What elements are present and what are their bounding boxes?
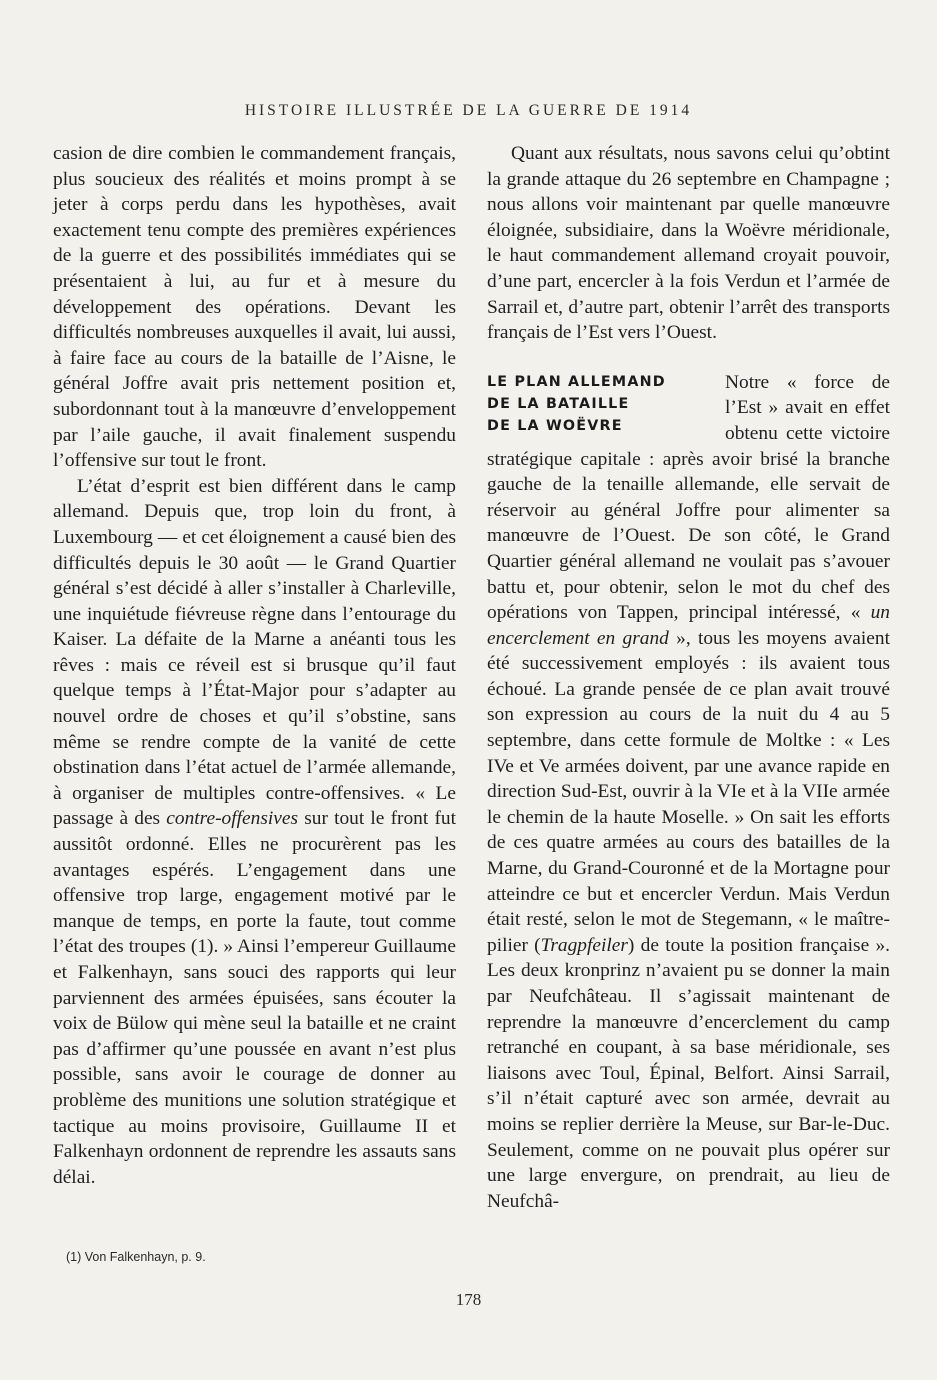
left-paragraph-2	[53, 474, 456, 1191]
section-heading-line-3: DE LA WOËVRE	[487, 417, 623, 434]
left-paragraph-1: casion de dire combien le commandement français, plus soucieux des réalités et moins prompt à se jeter à corps perdu dans les hypothèses, avait exactement tenu compte des premières expériences de la guerre et des possibilités immédiates qui se présentaient à lui, au fur et à mesure du développement des opérations. Devant les difficultés nombreuses auxquelles il avait, lui aussi, à faire face au cours de la bataille de l’Aisne, le général Joffre avait pris nettement position et, subordonnant tout à la manœuvre d’enveloppement par l’aile gauche, il avait finalement suspendu l’offensive sur tout le front.	[53, 143, 456, 472]
left-paragraph-2-text-b: sur tout le front fut aussitôt ordonné. Elles ne procurèrent pas les avantages espérés. L’engagement dans une offensive trop large, engagement motivé par le manque de temps, en porte la faute, tout comme l’état des troupes (1). » Ainsi l’empereur Guillaume et Falkenhayn, sans souci des rapports qui leur parviennent des armées épuisées, sans écouter la voix de Bülow qui mène seul la bataille et ne craint pas d’affirmer qu’une poussée en avant n’est plus possible, sans avoir le courage de donner au problème des munitions une solution stratégique et tactique au moins provisoire, Guillaume II et Falkenhayn ordonnent de reprendre les assauts sans délai.	[53, 808, 456, 1188]
section-heading-line-2: DE LA BATAILLE	[487, 395, 630, 412]
right-paragraph-2-text-c: ) de toute la position française ». Les deux kronprinz n’avaient pu se donner la main par Neufchâteau. Il s’agissait maintenant de reprendre la manœuvre d’encerclement du camp retranché en coupant, à sa base méridionale, ses liaisons avec Toul, Épinal, Belfort. Ainsi Sarrail, s’il n’était capturé avec son armée, devrait au moins se replier derrière la Meuse, sur Bar-le-Duc. Seulement, comme on ne pouvait plus opérer sur une large envergure, on prendrait, au lieu de Neufchâ-	[487, 934, 890, 1212]
page-number: 178	[455, 1290, 482, 1309]
right-paragraph-2-text-a: Notre « force de l’Est » avait en effet obtenu cette victoire stratégique capitale : après avoir brisé la branche gauche de la tenaille allemande, elle servait de réservoir au général Joffre pour alimenter sa manœuvre de l’Ouest. De son côté, le Grand Quartier général allemand ne voulait pas s’avouer battu et, pour obtenir, selon le mot du chef des opérations von Tappen, principal intéressé, «	[487, 371, 890, 624]
italic-quote-encerclement: un encerclement en grand	[487, 602, 890, 649]
footnote: (1) Von Falkenhayn, p. 9.	[66, 1250, 206, 1264]
section-heading	[487, 370, 719, 437]
running-head: HISTOIRE ILLUSTRÉE DE LA GUERRE DE 1914	[244, 102, 693, 119]
right-paragraph-1: Quant aux résultats, nous savons celui qu’obtint la grande attaque du 26 septembre en Champagne ; nous allons voir maintenant par quelle manœuvre éloignée, subsidiaire, dans la Woëvre méridionale, le haut commandement allemand croyait pouvoir, d’une part, encercler à la fois Verdun et l’armée de Sarrail et, d’autre part, obtenir l’arrêt des transports français de l’Est vers l’Ouest.	[487, 143, 890, 344]
italic-term-tragpfeiler: Tragpfeiler	[540, 934, 628, 956]
italic-term-contre-offensives: contre-offensives	[166, 808, 299, 830]
right-paragraph-2	[487, 370, 890, 1215]
left-column	[53, 141, 456, 1190]
right-paragraph-2-text-b: », tous les moyens avaient été successivement employés : ils avaient tous échoué. La grande pensée de ce plan avait trouvé son expression au cours de la nuit du 4 au 5 septembre, dans cette formule de Moltke : « Les IVe et Ve armées doivent, par une avance rapide en direction Sud-Est, ouvrir à la VIe et à la VIIe armée le chemin de la haute Moselle. » On sait les efforts de ces quatre armées au cours des batailles de la Marne, du Grand-Couronné et de la Mortagne pour atteindre ce but et encercler Verdun. Mais Verdun était resté, selon le mot de Stegemann, « le maître-pilier (	[487, 627, 890, 956]
right-column	[487, 141, 890, 1214]
left-paragraph-2-text-a: L’état d’esprit est bien différent dans le camp allemand. Depuis que, trop loin du front, à Luxembourg — et cet éloignement a causé bien des difficultés depuis le 30 août — le Grand Quartier général s’est décidé à aller s’installer à Charleville, une inquiétude fiévreuse règne dans l’entourage du Kaiser. La défaite de la Marne a anéanti tous les rêves : mais ce réveil est si brusque qu’il faut quelque temps à l’État-Major pour s’adapter au nouvel ordre de choses et qu’il s’obstine, sans même se rendre compte de la vanité de cette obstination dans l’état actuel de l’armée allemande, à organiser de multiples contre-offensives. « Le passage à des	[53, 475, 456, 830]
section-heading-line-1: LE PLAN ALLEMAND	[487, 373, 666, 390]
section-woevre	[487, 370, 890, 1215]
